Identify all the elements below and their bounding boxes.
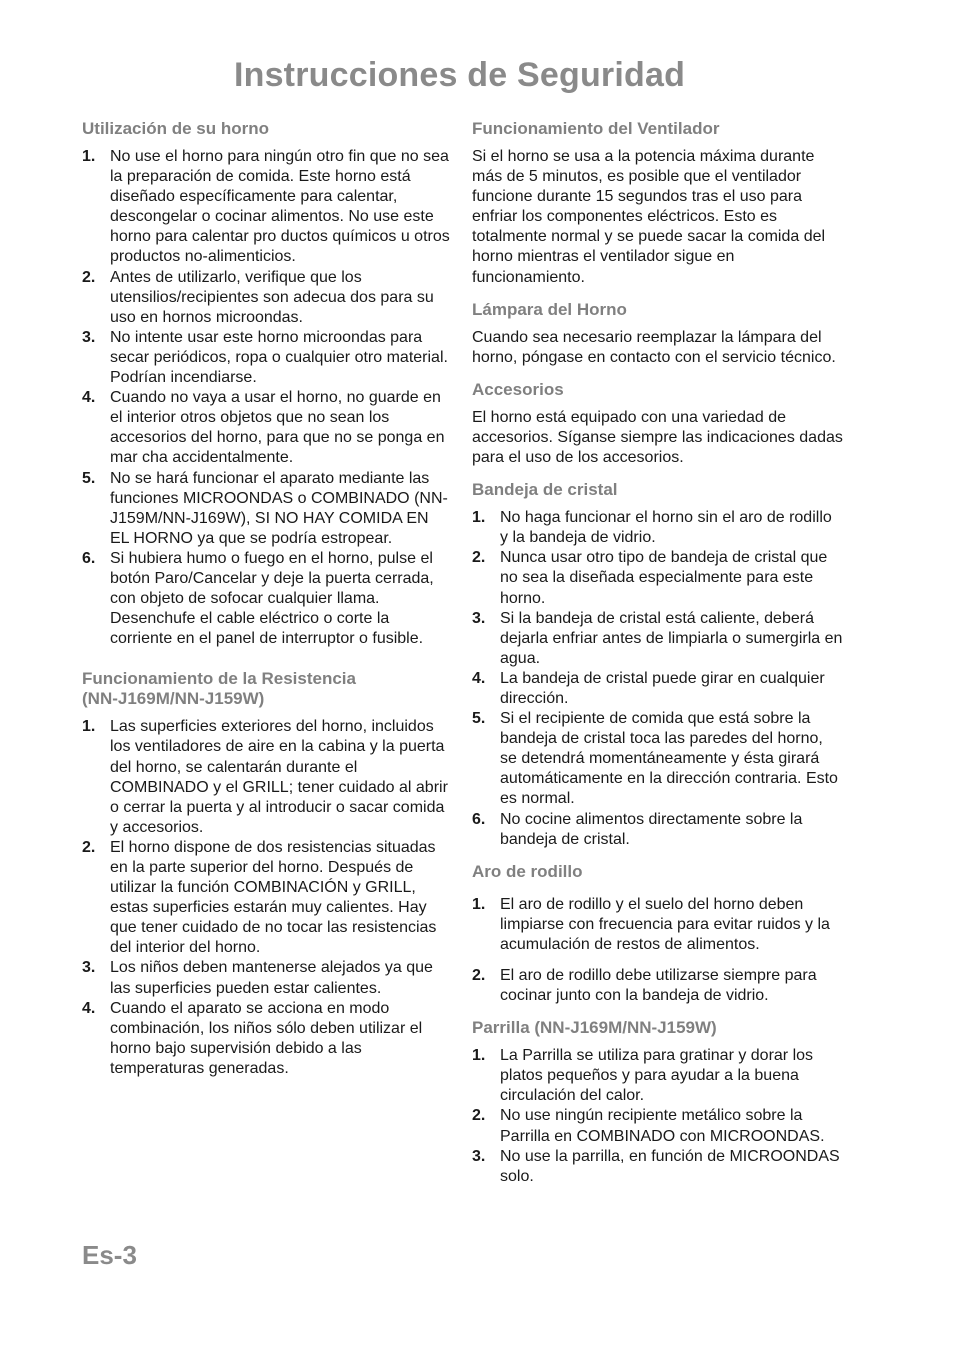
section-aro bbox=[472, 862, 844, 1006]
list-item bbox=[472, 1106, 844, 1146]
item-number: 4. bbox=[82, 999, 96, 1017]
section-heading-resistencia bbox=[82, 669, 450, 709]
list-utilizacion bbox=[82, 147, 450, 649]
list-item bbox=[82, 999, 450, 1079]
list-item bbox=[82, 838, 450, 959]
list-item bbox=[82, 268, 450, 328]
item-text: No cocine alimentos directamente sobre la bandeja de cristal. bbox=[500, 810, 803, 848]
list-aro bbox=[472, 895, 844, 1006]
item-text: El horno dispone de dos resistencias situadas en la parte superior del horno. Después de utilizar la función COMBINACIÓN y GRILL, estas superficies estarán muy calientes. Hay que tener cuidado de no tocar las resistencias del interior del horno. bbox=[110, 838, 437, 957]
list-resistencia bbox=[82, 717, 450, 1079]
item-text: El aro de rodillo y el suelo del horno deben limpiarse con frecuencia para evitar ruidos y la acumulación de restos de alimentos. bbox=[500, 895, 830, 953]
item-text: Si el recipiente de comida que está sobre la bandeja de cristal toca las paredes del horno, se detendrá momentáneamente y ésta girará automáticamente en la dirección contraria. Esto es normal. bbox=[500, 710, 838, 808]
page-number: Es-3 bbox=[82, 1240, 137, 1270]
list-item bbox=[472, 895, 844, 955]
section-heading-utilizacion: Utilización de su horno bbox=[82, 119, 270, 138]
right-column bbox=[472, 119, 844, 1199]
section-utilizacion bbox=[82, 119, 450, 649]
item-text: No haga funcionar el horno sin el aro de rodillo y la bandeja de vidrio. bbox=[500, 509, 832, 547]
item-text: Cuando el aparato se acciona en modo combinación, los niños sólo deben utilizar el horno bajo supervisión debido a las temperaturas generadas. bbox=[110, 999, 423, 1077]
page-title: Instrucciones de Seguridad bbox=[233, 56, 686, 94]
list-parrilla bbox=[472, 1046, 844, 1187]
list-item bbox=[472, 609, 844, 669]
item-text: La bandeja de cristal puede girar en cualquier dirección. bbox=[500, 669, 825, 707]
item-text: Si hubiera humo o fuego en el horno, pulse el botón Paro/Cancelar y deje la puerta cerrada, con objeto de sofocar cualquier llama. Desenchufe el cable eléctrico o corte la corriente en el panel de interruptor o fusible. bbox=[110, 549, 434, 648]
list-item bbox=[82, 717, 450, 838]
section-text-lampara: Cuando sea necesario reemplazar la lámpara del horno, póngase en contacto con el servicio técnico. bbox=[472, 328, 836, 366]
list-item bbox=[472, 508, 844, 548]
item-text: El aro de rodillo debe utilizarse siempre para cocinar junto con la bandeja de vidrio. bbox=[500, 967, 817, 1005]
section-parrilla bbox=[472, 1018, 844, 1187]
list-item bbox=[82, 549, 450, 649]
list-item bbox=[472, 966, 844, 1006]
item-text: Si la bandeja de cristal está caliente, deberá dejarla enfriar antes de limpiarla o sumergirla en agua. bbox=[500, 609, 843, 667]
section-bandeja bbox=[472, 480, 844, 850]
section-heading-parrilla: Parrilla (NN-J169M/NN-J159W) bbox=[472, 1018, 717, 1038]
item-number: 3. bbox=[82, 959, 96, 977]
section-heading-lampara: Lámpara del Horno bbox=[472, 299, 627, 319]
item-text: No use la parrilla, en función de MICROONDAS solo. bbox=[500, 1147, 840, 1185]
section-ventilador bbox=[472, 119, 844, 288]
list-item bbox=[82, 388, 450, 468]
list-item bbox=[82, 469, 450, 549]
list-item bbox=[472, 1147, 844, 1187]
section-heading-aro: Aro de rodillo bbox=[472, 861, 583, 881]
section-heading-ventilador: Funcionamiento del Ventilador bbox=[472, 119, 720, 138]
item-number: 3. bbox=[82, 328, 96, 346]
list-item bbox=[82, 958, 450, 998]
section-heading-accesorios: Accesorios bbox=[472, 379, 564, 399]
section-heading-bandeja: Bandeja de cristal bbox=[472, 480, 618, 500]
heading-line: Funcionamiento de la Resistencia bbox=[82, 669, 356, 689]
item-number: 4. bbox=[82, 389, 96, 407]
item-text: No use el horno para ningún otro fin que no sea la preparación de comida. Este horno está diseñado específicamente para calentar, descongelar o cocinar alimentos. No use este horno para calentar pro ductos químicos u otros productos no-alimenticios. bbox=[110, 148, 450, 266]
item-text: Las superficies exteriores del horno, incluidos los ventiladores de aire en la cabina y la puerta del horno, se calentarán durante el COMBINADO y el GRILL; tener cuidado al abrir o cerrar la puerta y al introducir o sacar comida y accesorios. bbox=[110, 718, 448, 836]
item-number: 1. bbox=[82, 148, 96, 165]
item-text: La Parrilla se utiliza para gratinar y dorar los platos pequeños y para ayudar a la buena circulación del calor. bbox=[500, 1047, 814, 1105]
item-number: 1. bbox=[472, 1047, 486, 1065]
list-item bbox=[82, 147, 450, 268]
item-number: 1. bbox=[472, 509, 486, 527]
item-text: Nunca usar otro tipo de bandeja de cristal que no sea la diseñada especialmente para este horno. bbox=[500, 549, 828, 607]
item-text: No se hará funcionar el aparato mediante las funciones MICROONDAS o COMBINADO (NN-J159M/NN-J169W), SI NO HAY COMIDA EN EL HORNO ya que se podría estropear. bbox=[110, 469, 448, 547]
list-item bbox=[472, 1046, 844, 1106]
item-number: 6. bbox=[472, 810, 486, 828]
list-item bbox=[472, 548, 844, 608]
item-text: Los niños deben mantenerse alejados ya que las superficies pueden estar calientes. bbox=[110, 959, 433, 997]
item-number: 3. bbox=[472, 609, 486, 627]
item-number: 2. bbox=[82, 838, 96, 856]
section-text-ventilador: Si el horno se usa a la potencia máxima durante más de 5 minutos, es posible que el ventilador funcione durante 15 segundos tras el uso para enfriar los componentes eléctricos. Esto es totalmente normal y se puede sacar la comida del horno mientras el ventilador sigue en funcionamiento. bbox=[472, 148, 826, 286]
section-lampara bbox=[472, 300, 844, 368]
item-number: 1. bbox=[82, 718, 96, 736]
list-bandeja bbox=[472, 508, 844, 850]
list-item bbox=[472, 810, 844, 850]
list-item bbox=[472, 669, 844, 709]
list-item bbox=[82, 328, 450, 388]
item-text: Cuando no vaya a usar el horno, no guarde en el interior otros objetos que no sean los accesorios del horno, para que no se ponga en mar cha accidentalmente. bbox=[110, 389, 445, 467]
item-number: 5. bbox=[472, 710, 486, 728]
section-resistencia bbox=[82, 669, 450, 1079]
item-number: 2. bbox=[472, 549, 486, 567]
item-number: 4. bbox=[472, 669, 486, 687]
item-number: 5. bbox=[82, 469, 96, 487]
item-text: No use ningún recipiente metálico sobre la Parrilla en COMBINADO con MICROONDAS. bbox=[500, 1107, 825, 1145]
item-number: 2. bbox=[472, 1107, 486, 1125]
item-number: 3. bbox=[472, 1147, 486, 1165]
item-text: Antes de utilizarlo, verifique que los utensilios/recipientes son adecua dos para su uso en hornos microondas. bbox=[110, 268, 434, 326]
heading-line: (NN-J169M/NN-J159W) bbox=[82, 689, 265, 709]
list-item bbox=[472, 709, 844, 809]
item-number: 2. bbox=[82, 268, 96, 286]
section-accesorios bbox=[472, 380, 844, 468]
item-number: 6. bbox=[82, 549, 96, 567]
item-number: 1. bbox=[472, 895, 486, 913]
item-number: 2. bbox=[472, 967, 486, 984]
left-column bbox=[82, 119, 450, 1091]
section-text-accesorios: El horno está equipado con una variedad de accesorios. Síganse siempre las indicaciones dadas para el uso de los accesorios. bbox=[472, 408, 843, 467]
item-text: No intente usar este horno microondas para secar periódicos, ropa o cualquier otro material. Podrían incendiarse. bbox=[110, 328, 448, 387]
